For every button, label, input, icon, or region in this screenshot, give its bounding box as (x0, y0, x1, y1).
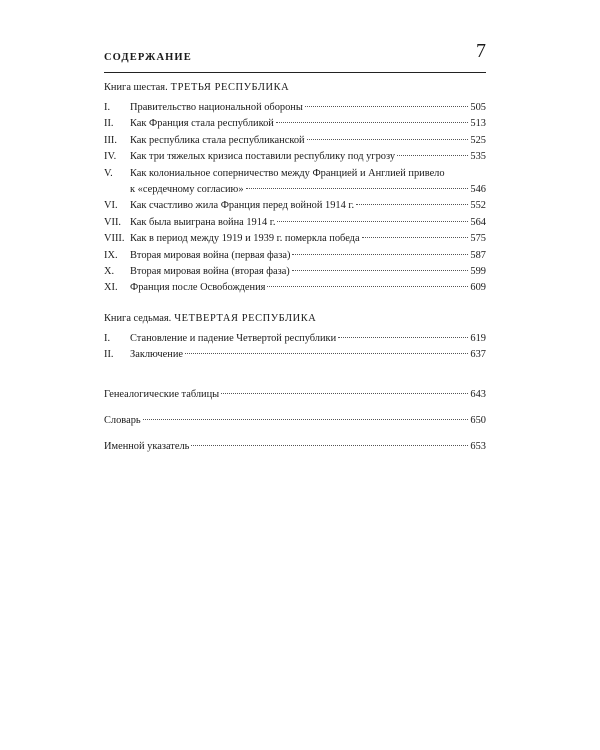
toc-entry[interactable] (104, 166, 486, 199)
appendix-title: Именной указатель (104, 441, 190, 453)
toc-entry[interactable] (104, 100, 486, 116)
chapter-title: Вторая мировая война (первая фаза) (130, 249, 291, 261)
chapter-page: 637 (470, 349, 486, 361)
dot-leader (397, 155, 468, 156)
chapter-page: 535 (470, 151, 486, 163)
dot-leader (185, 353, 468, 354)
chapter-title: Как три тяжелых кризиса поставили республику под угрозу (130, 151, 396, 163)
running-header (104, 40, 486, 80)
toc-entry[interactable] (104, 116, 486, 132)
chapter-number: VII. (104, 216, 122, 228)
dot-leader (246, 188, 469, 189)
chapter-number: III. (104, 134, 117, 146)
chapter-title: Заключение (130, 349, 183, 361)
dot-leader (307, 139, 469, 140)
dot-leader (362, 237, 469, 238)
chapter-page: 587 (470, 249, 486, 261)
chapter-page: 599 (470, 265, 486, 277)
book-seven-heading (104, 311, 486, 327)
dot-leader (221, 393, 468, 394)
section-gap (104, 297, 486, 311)
chapter-title-continued: к «сердечному согласию» (130, 183, 244, 195)
table-of-contents (104, 80, 486, 455)
toc-appendix-entry[interactable] (104, 438, 486, 455)
toc-entry[interactable] (104, 347, 486, 363)
chapter-title: Как в период между 1919 и 1939 г. померкла победа (130, 233, 360, 245)
appendix-gap (104, 403, 486, 412)
dot-leader (292, 270, 469, 271)
toc-entry[interactable] (104, 231, 486, 247)
dot-leader (267, 286, 468, 287)
book-label: Книга седьмая. (104, 312, 172, 324)
toc-entry[interactable] (104, 280, 486, 296)
chapter-number: V. (104, 167, 113, 179)
chapter-title: Как счастливо жила Франция перед войной 1914 г. (130, 200, 355, 212)
book-six-heading (104, 80, 486, 96)
chapter-number: II. (104, 349, 114, 361)
section-gap (104, 377, 486, 386)
header-rule (104, 72, 486, 73)
chapter-number: II. (104, 118, 114, 130)
toc-entry[interactable] (104, 198, 486, 214)
chapter-title: Как была выиграна война 1914 г. (130, 216, 276, 228)
chapter-page: 564 (470, 216, 486, 228)
dot-leader (276, 122, 469, 123)
section-gap (104, 363, 486, 377)
chapter-number: X. (104, 265, 115, 277)
book-title: ЧЕТВЕРТАЯ РЕСПУБЛИКА (174, 312, 317, 324)
chapter-number: VI. (104, 200, 118, 212)
chapter-number: IX. (104, 249, 118, 261)
chapter-title: Как республика стала республиканской (130, 134, 305, 146)
toc-appendix-entry[interactable] (104, 386, 486, 403)
chapter-number: I. (104, 102, 111, 113)
chapter-title: Правительство национальной обороны (130, 102, 303, 113)
chapter-title: Как колониальное соперничество между Францией и Англией привело (130, 167, 445, 179)
appendix-title: Словарь (104, 415, 141, 427)
toc-entry[interactable] (104, 149, 486, 165)
dot-leader (191, 445, 468, 446)
dot-leader (143, 419, 469, 420)
toc-entry[interactable] (104, 264, 486, 280)
toc-entry[interactable] (104, 215, 486, 231)
header-title: СОДЕРЖАНИЕ (104, 52, 192, 63)
chapter-title: Вторая мировая война (вторая фаза) (130, 265, 290, 277)
appendix-page: 650 (470, 415, 486, 427)
dot-leader (277, 221, 468, 222)
book-label: Книга шестая. (104, 82, 168, 93)
chapter-page: 619 (470, 332, 486, 344)
chapter-number: I. (104, 332, 111, 344)
chapter-page: 505 (470, 102, 486, 113)
appendix-title: Генеалогические таблицы (104, 389, 220, 401)
chapter-title: Как Франция стала республикой (130, 118, 274, 130)
chapter-page: 552 (470, 200, 486, 212)
book-title: ТРЕТЬЯ РЕСПУБЛИКА (170, 82, 290, 93)
chapter-number: XI. (104, 282, 118, 294)
dot-leader (338, 337, 468, 338)
toc-entry[interactable] (104, 133, 486, 149)
appendix-page: 653 (470, 441, 486, 453)
chapter-page: 609 (470, 282, 486, 294)
chapter-page: 513 (470, 118, 486, 130)
appendix-page: 643 (470, 389, 486, 401)
toc-entry[interactable] (104, 331, 486, 347)
chapter-number: IV. (104, 151, 117, 163)
chapter-page: 575 (470, 233, 486, 245)
page-number: 7 (476, 40, 486, 62)
appendix-gap (104, 429, 486, 438)
chapter-title: Становление и падение Четвертой республики (130, 332, 337, 344)
toc-entry[interactable] (104, 248, 486, 264)
chapter-title: Франция после Освобождения (130, 282, 266, 294)
dot-leader (305, 106, 469, 107)
dot-leader (292, 254, 468, 255)
chapter-page: 546 (470, 183, 486, 195)
chapter-page: 525 (470, 134, 486, 146)
dot-leader (356, 204, 468, 205)
toc-appendix-entry[interactable] (104, 412, 486, 429)
chapter-number: VIII. (104, 233, 125, 245)
